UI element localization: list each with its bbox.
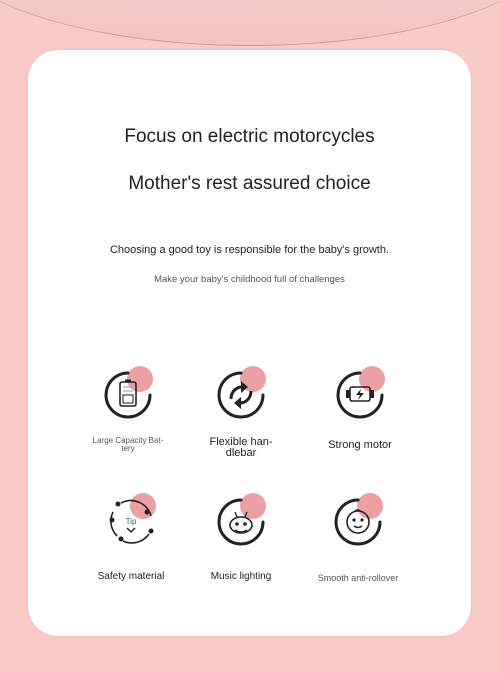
heading-line-1: Focus on electric motorcycles [124, 126, 375, 147]
baby-face-icon [328, 492, 388, 552]
motor-icon [330, 365, 390, 425]
feature-label: Safety material [97, 571, 165, 582]
feature-label: Strong motor [328, 439, 392, 451]
feature-label: Smooth anti-rollover [317, 573, 399, 583]
subheading-line-2: Make your baby's childhood full of challenges [154, 274, 345, 285]
heading-line-2: Mother's rest assured choice [128, 173, 371, 194]
safety-material-icon [101, 492, 161, 552]
feature-label: Flexible han- dlebar [209, 436, 273, 459]
battery-icon [98, 365, 158, 425]
music-toy-icon [211, 492, 271, 552]
subheading-line-1: Choosing a good toy is responsible for the baby's growth. [109, 244, 390, 256]
safety-icon-text: Tip [125, 517, 137, 526]
decorative-arc [0, 0, 500, 46]
handlebar-arrows-icon [211, 365, 271, 425]
feature-label: Large Capacity Bat- tery [92, 436, 164, 453]
feature-label: Music lighting [210, 571, 272, 582]
content-card [28, 50, 471, 636]
